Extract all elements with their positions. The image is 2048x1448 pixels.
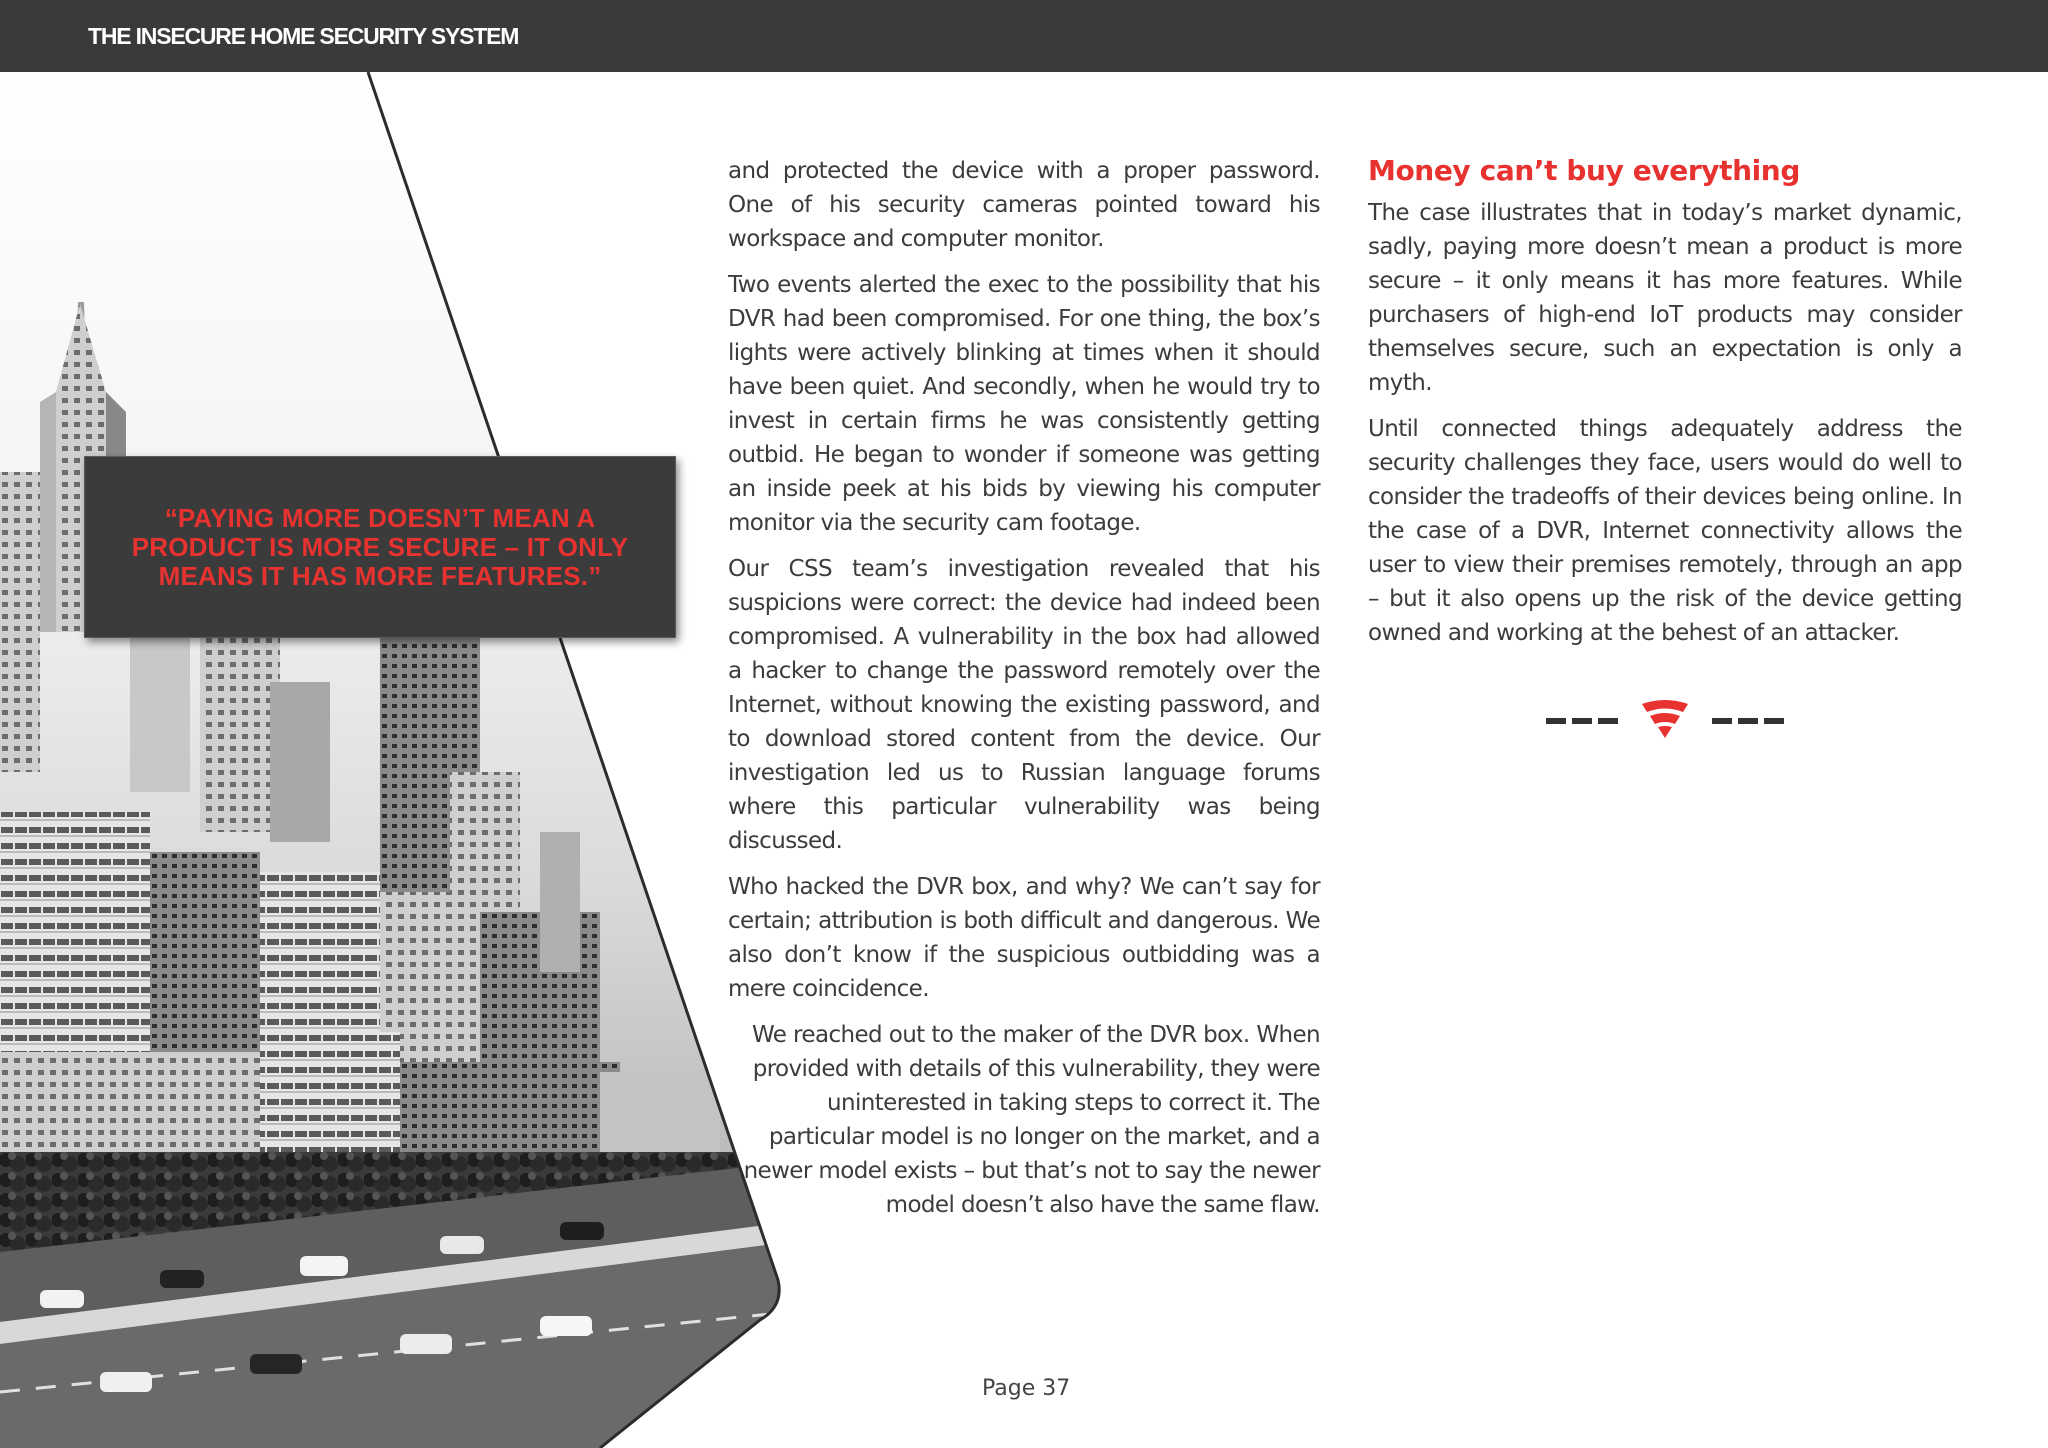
page-number: Page 37	[982, 1376, 1071, 1401]
body-paragraph: Until connected things adequately address the security challenges they face, users would do well to consider the tradeoffs of their devices being online. In the case of a DVR, Internet connectivity allows the user to view their premises remotely, through an app – but it also opens up the risk of the device getting owned and working at the behest of an attacker.	[1368, 416, 1962, 646]
pull-quote-box	[84, 456, 676, 638]
section-divider	[1546, 696, 1784, 744]
divider-dashes-right	[1712, 718, 1784, 724]
section-heading: Money can’t buy everything	[1368, 154, 1800, 187]
middle-text-column	[728, 154, 1320, 1234]
body-paragraph: and protected the device with a proper password. One of his security cameras pointed toward his workspace and computer monitor.	[728, 158, 1320, 252]
body-paragraph: We reached out to the maker of the DVR box. When provided with details of this vulnerability, they were uninterested in taking steps to correct it. The particular model is no longer on the market, and a newer model exists – but that’s not to say the newer model doesn’t also have the same flaw.	[743, 1022, 1320, 1218]
divider-dashes-left	[1546, 718, 1618, 724]
pull-quote-text: “PAYING MORE DOESN’T MEAN A PRODUCT IS MORE SECURE – IT ONLY MEANS IT HAS MORE FEATURES.”	[131, 502, 629, 591]
body-paragraph: Our CSS team’s investigation revealed that his suspicions were correct: the device had indeed been compromised. A vulnerability in the box had allowed a hacker to change the password remotely over the Internet, without knowing the existing password, and to download stored content from the device. Our investigation led us to Russian language forums where this particular vulnerability was being discussed.	[728, 556, 1320, 854]
city-skyline-photo	[0, 72, 790, 1448]
header-title: THE INSECURE HOME SECURITY SYSTEM	[88, 23, 519, 49]
body-paragraph: Who hacked the DVR box, and why? We can’t say for certain; attribution is both difficult and dangerous. We also don’t know if the suspicious outbidding was a mere coincidence.	[728, 874, 1320, 1002]
body-paragraph: Two events alerted the exec to the possibility that his DVR had been compromised. For one thing, the box’s lights were actively blinking at times when it should have been quiet. And secondly, when he would try to invest in certain firms he was consistently getting outbid. He began to wonder if someone was getting an inside peek at his bids by viewing his computer monitor via the security cam footage.	[728, 272, 1320, 536]
header-bar	[0, 0, 2048, 72]
f-secure-logo-icon	[1642, 700, 1688, 738]
body-paragraph: The case illustrates that in today’s market dynamic, sadly, paying more doesn’t mean a product is more secure – it only means it has more features. While purchasers of high-end IoT products may consider themselves secure, such an expectation is only a myth.	[1368, 200, 1962, 396]
right-text-column	[1368, 154, 1962, 662]
